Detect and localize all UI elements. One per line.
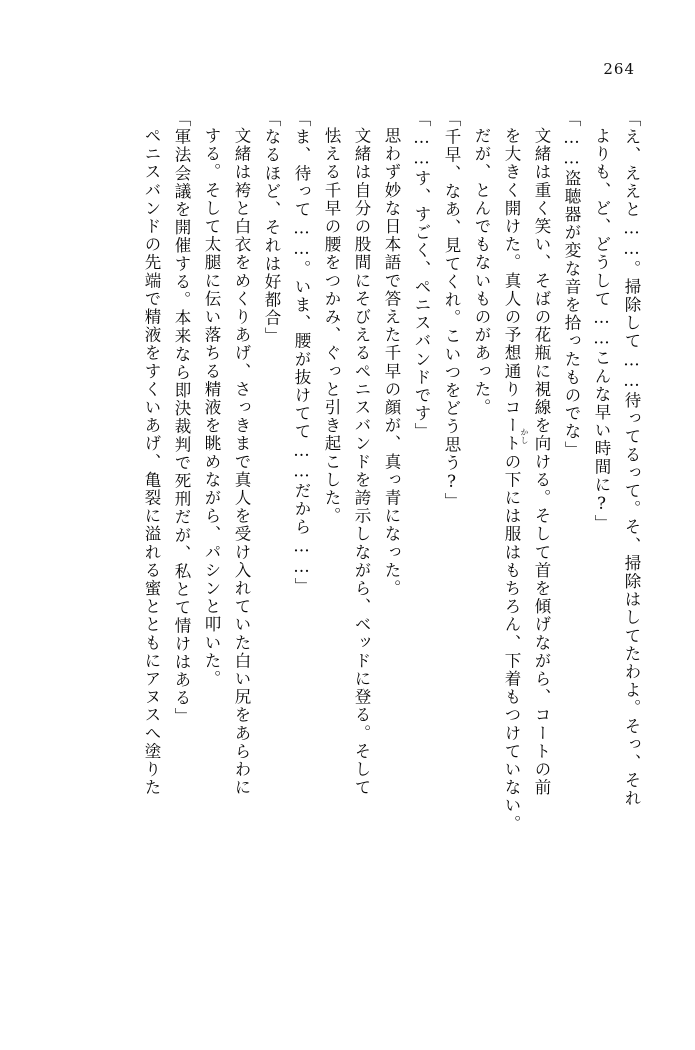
text-line: 「……盗聴器が変な音を拾ったものでな」 [562, 110, 581, 459]
text-line: 文緒は袴と白衣をめくりあげ、さっきまで真人を受け入れていた白い尻をあらわに [232, 127, 251, 797]
text-line: 「ま、待って……。いま、腰が抜けてて……だから……」 [292, 110, 311, 596]
text-line: よりも、ど、どうして……こんな早い時間に?」 [592, 127, 611, 533]
text-line: を大きく開けた。真人の予想通りコートの下には服はもちろん、下着もつけていない。 [502, 127, 521, 833]
text-line: 文緒は自分の股間にそびえるペニスバンドを誇示しながら、ベッドに登る。そして [352, 127, 371, 797]
text-line: する。そして太腿に伝い落ちる精液を眺めながら、パシンと叩いた。 [202, 127, 221, 689]
text-line: 思わず妙な日本語で答えた千早の顔が、真っ青になった。 [382, 127, 401, 598]
page-number: 264 [603, 60, 635, 78]
text-line: 「なるほど、それは好都合」 [262, 110, 281, 346]
vertical-text-body [56, 110, 639, 990]
ruby-annotation-kashi: かし [520, 428, 529, 444]
text-line: 「軍法会議を開催する。本来なら即決裁判で死刑だが、私とて情けはある」 [172, 110, 191, 726]
text-line: ペニスバンドの先端で精液をすくいあげ、亀裂に溢れる蜜とともにアヌスへ塗りた [142, 127, 161, 797]
text-line: だが、とんでもないものがあった。 [472, 127, 491, 417]
text-line: 「え、ええと……。掃除して……待ってるって。そ、掃除はしてたわよ。そっ、それ [622, 110, 641, 808]
text-line: 怯える千早の腰をつかみ、ぐっと引き起こした。 [322, 127, 341, 526]
text-line: 文緒は重く笑い、そばの花瓶に視線を向ける。そして首を傾げながら、コートの前 [532, 127, 551, 797]
text-line: 「……す、すごく、ペニスバンドです」 [412, 110, 431, 441]
text-line: 「千早、なあ、見てくれ。こいつをどう思う?」 [442, 110, 461, 511]
